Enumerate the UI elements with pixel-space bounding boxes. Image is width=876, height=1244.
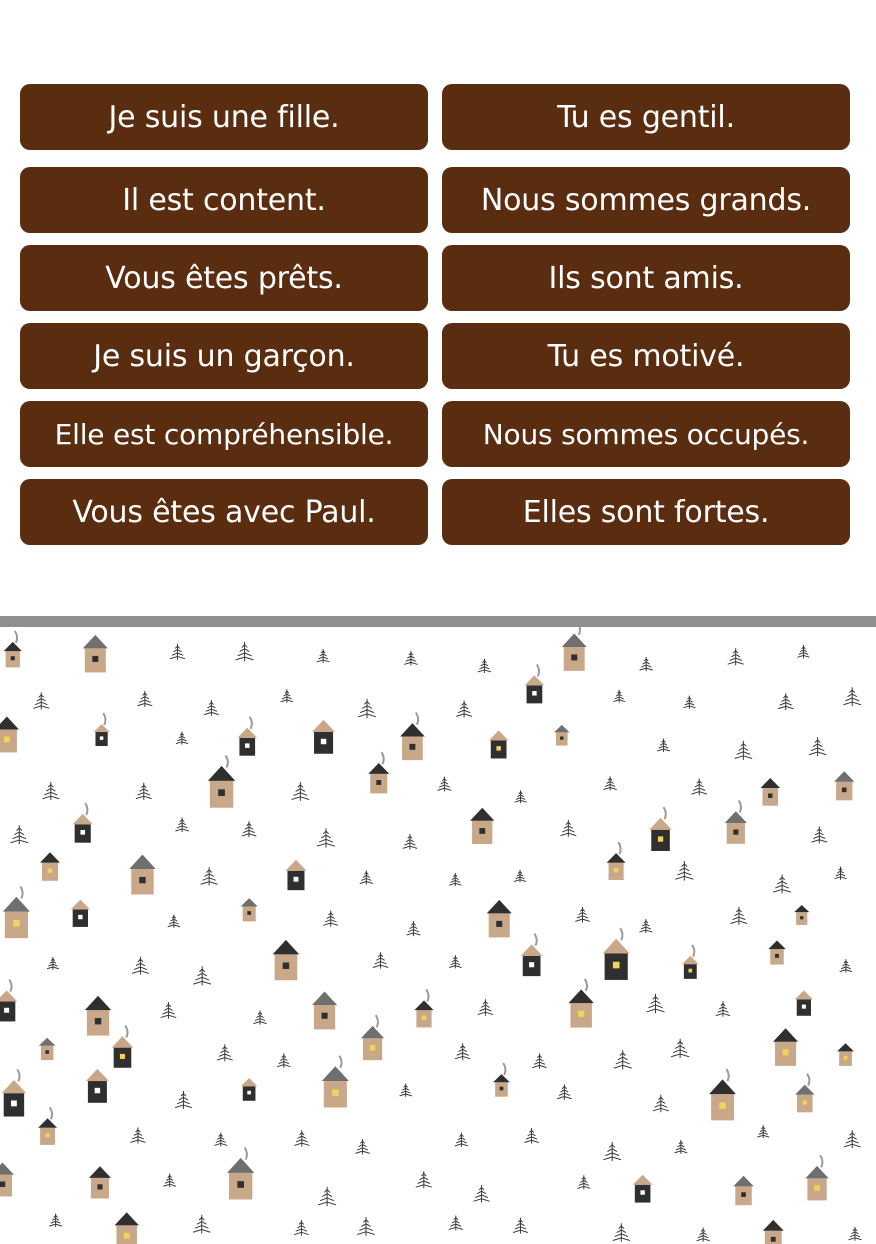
house-icon [39,1038,56,1060]
house-icon [525,664,545,703]
pine-tree-icon [613,1223,630,1242]
house-icon [400,713,425,761]
pine-tree-icon [834,867,846,880]
pine-tree-icon [478,659,491,673]
pine-tree-icon [406,921,420,936]
pine-tree-icon [757,1125,769,1138]
pine-tree-icon [168,915,180,928]
pine-tree-icon [404,651,418,666]
pine-tree-icon [671,1039,689,1058]
house-icon [649,807,672,851]
house-icon [241,898,258,921]
house-icon [733,1176,753,1205]
pine-tree-icon [456,700,472,717]
pine-tree-icon [357,1217,374,1236]
house-icon [795,990,813,1015]
pine-tree-icon [532,1053,546,1068]
house-icon [0,980,17,1022]
house-icon [86,1069,109,1103]
pine-tree-icon [449,955,461,968]
pine-tree-icon [614,1050,632,1069]
card-elle-est-comprehensible[interactable]: Elle est compréhensible. [20,401,428,467]
pine-tree-icon [514,870,526,883]
pine-tree-icon [33,692,49,709]
house-icon [38,1107,57,1145]
pine-tree-icon [843,687,861,706]
pine-tree-icon [318,1187,336,1206]
pine-tree-icon [130,1127,145,1143]
pine-tree-icon [175,1091,192,1109]
house-icon [834,771,854,800]
house-icon [2,1070,26,1117]
pine-tree-icon [646,994,664,1014]
village-pattern [0,627,876,1244]
pine-tree-icon [49,1214,62,1228]
pine-tree-icon [604,776,617,790]
pine-tree-icon [697,1228,710,1242]
pine-tree-icon [175,818,189,833]
pine-tree-icon [400,1084,412,1097]
pine-tree-icon [691,778,707,795]
pattern-top-border [0,616,876,627]
pine-tree-icon [358,699,376,718]
house-icon [368,752,389,793]
house-icon [40,852,60,881]
pine-tree-icon [653,1095,669,1112]
pine-tree-icon [849,1227,862,1241]
pine-tree-icon [137,691,152,707]
pine-tree-icon [603,1142,621,1161]
pine-tree-icon [455,1043,470,1060]
pine-tree-icon [416,1171,432,1188]
pine-tree-icon [515,790,527,803]
house-icon [93,713,109,746]
pine-tree-icon [214,1133,227,1147]
card-vous-etes-prets[interactable]: Vous êtes prêts. [20,245,428,311]
pine-tree-icon [674,1140,687,1154]
house-icon [568,979,593,1028]
pine-tree-icon [449,1216,463,1231]
pine-tree-icon [449,873,461,886]
pine-tree-icon [811,826,827,843]
pine-tree-icon [797,645,809,658]
pine-tree-icon [236,642,254,661]
card-vous-etes-avec-paul[interactable]: Vous êtes avec Paul. [20,479,428,545]
house-icon [521,934,543,976]
pine-tree-icon [524,1128,538,1143]
card-nous-sommes-grands[interactable]: Nous sommes grands. [442,167,850,233]
pine-tree-icon [683,696,695,709]
pine-tree-icon [163,1174,176,1188]
pine-tree-icon [773,875,791,894]
house-icon [794,905,809,925]
pine-tree-icon [253,1010,266,1024]
pine-tree-icon [360,870,373,884]
house-icon [312,720,335,754]
pine-tree-icon [317,649,330,663]
house-icon [3,886,30,938]
house-icon [227,1148,254,1200]
house-icon [761,778,781,806]
house-icon [725,801,747,844]
pine-tree-icon [844,1130,861,1148]
pine-tree-icon [560,820,576,837]
house-icon [312,991,337,1029]
pine-tree-icon [575,907,589,923]
house-icon [4,631,22,667]
pine-tree-icon [577,1175,590,1189]
house-icon [633,1175,653,1203]
house-icon [682,945,699,979]
house-icon [71,900,90,927]
house-icon [114,1212,138,1244]
card-je-suis-un-garcon[interactable]: Je suis un garçon. [20,323,428,389]
pine-tree-icon [455,1133,468,1147]
pine-tree-icon [613,690,625,703]
pine-tree-icon [657,739,669,752]
pine-tree-icon [317,828,335,847]
house-icon [208,756,235,808]
pine-tree-icon [557,1084,571,1099]
house-icon [554,725,570,746]
house-icon [562,627,587,671]
pine-tree-icon [47,957,59,970]
pine-tree-icon [735,741,753,760]
house-icon [603,928,630,980]
house-icon [493,1063,510,1097]
house-icon [129,855,155,895]
card-elles-sont-fortes[interactable]: Elles sont fortes. [442,479,850,545]
house-icon [83,635,108,673]
pine-tree-icon [204,700,219,716]
house-icon [763,1220,784,1244]
pine-tree-icon [201,867,218,885]
pine-tree-icon [281,689,294,703]
pine-tree-icon [716,1001,730,1016]
house-icon [241,1078,258,1101]
card-tu-es-motive[interactable]: Tu es motivé. [442,323,850,389]
pine-tree-icon [193,1215,210,1234]
house-icon [112,1026,134,1068]
house-icon [285,860,306,890]
pine-tree-icon [373,952,388,969]
card-je-suis-une-fille[interactable]: Je suis une fille. [20,84,428,150]
house-icon [85,996,111,1036]
house-icon [414,989,433,1027]
pine-tree-icon [323,911,338,927]
pine-tree-icon [161,1002,176,1019]
house-icon [487,900,512,938]
pine-tree-icon [132,957,149,975]
pine-tree-icon [639,919,652,933]
pine-tree-icon [728,648,744,665]
pine-tree-icon [176,732,188,745]
house-icon [237,717,257,756]
card-tu-es-gentil[interactable]: Tu es gentil. [442,84,850,150]
house-icon [773,1028,798,1066]
pine-tree-icon [640,657,653,671]
pine-tree-icon [42,782,59,800]
house-icon [0,717,19,753]
pine-tree-icon [217,1044,233,1061]
pine-tree-icon [136,783,152,800]
sentence-card-grid [0,0,876,560]
house-icon [361,1015,384,1060]
pine-tree-icon [438,777,452,792]
house-icon [0,1163,14,1197]
card-nous-sommes-occupes[interactable]: Nous sommes occupés. [442,401,850,467]
pine-tree-icon [170,644,185,660]
pine-tree-icon [355,1139,369,1154]
pine-tree-icon [11,825,29,844]
pine-tree-icon [473,1185,489,1203]
house-icon [795,1074,815,1113]
pine-tree-icon [478,999,493,1016]
village-pattern-background [0,616,876,1244]
pine-tree-icon [242,821,257,837]
pine-tree-icon [513,1218,528,1234]
house-icon [768,940,786,964]
pine-tree-icon [809,737,826,756]
house-icon [607,842,626,880]
pine-tree-icon [731,907,748,925]
card-ils-sont-amis[interactable]: Ils sont amis. [442,245,850,311]
pine-tree-icon [778,693,794,710]
card-il-est-content[interactable]: Il est content. [20,167,428,233]
house-icon [489,730,509,758]
house-icon [322,1056,349,1108]
pine-tree-icon [193,966,211,985]
house-icon [73,803,93,843]
house-icon [89,1166,111,1198]
pine-tree-icon [294,1130,309,1146]
house-icon [470,808,494,844]
pine-tree-icon [277,1053,290,1067]
pine-tree-icon [675,861,693,881]
house-icon [273,940,300,980]
pine-tree-icon [292,782,309,801]
pine-tree-icon [840,959,852,972]
house-icon [709,1069,736,1120]
house-icon [805,1155,828,1200]
pine-tree-icon [403,834,417,849]
pine-tree-icon [294,1220,309,1236]
house-icon [837,1043,854,1066]
